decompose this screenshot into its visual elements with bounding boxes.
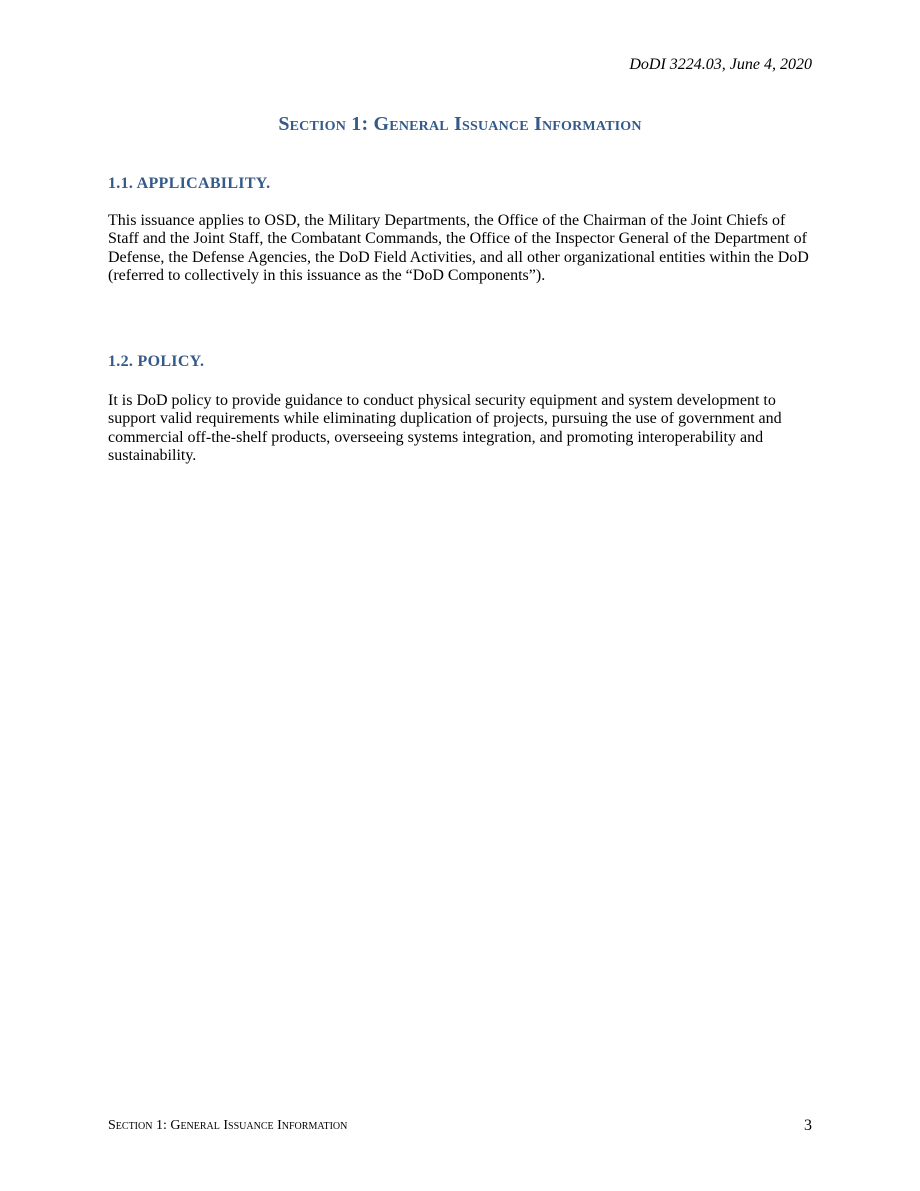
running-header: DoDI 3224.03, June 4, 2020 bbox=[629, 56, 812, 73]
subsection-heading-policy: 1.2. POLICY. bbox=[108, 353, 205, 370]
section-title: Section 1: General Issuance Information bbox=[278, 113, 642, 135]
paragraph-policy: It is DoD policy to provide guidance to conduct physical security equipment and system development to support valid requirements while eliminating duplication of projects, pursuing the use of government and commercial off-the-shelf products, overseeing systems integration, and promoting interoperability and sustainability. bbox=[108, 392, 782, 465]
paragraph-applicability: This issuance applies to OSD, the Military Departments, the Office of the Chairman of the Joint Chiefs of Staff and the Joint Staff, the Combatant Commands, the Office of the Inspector General of the Department of Defense, the Defense Agencies, the DoD Field Activities, and all other organizational entities within the DoD (referred to collectively in this issuance as the “DoD Components”). bbox=[108, 212, 809, 285]
subsection-heading-applicability: 1.1. APPLICABILITY. bbox=[108, 175, 271, 192]
running-footer: Section 1: General Issuance Information bbox=[108, 1118, 348, 1133]
page-number: 3 bbox=[804, 1117, 812, 1134]
